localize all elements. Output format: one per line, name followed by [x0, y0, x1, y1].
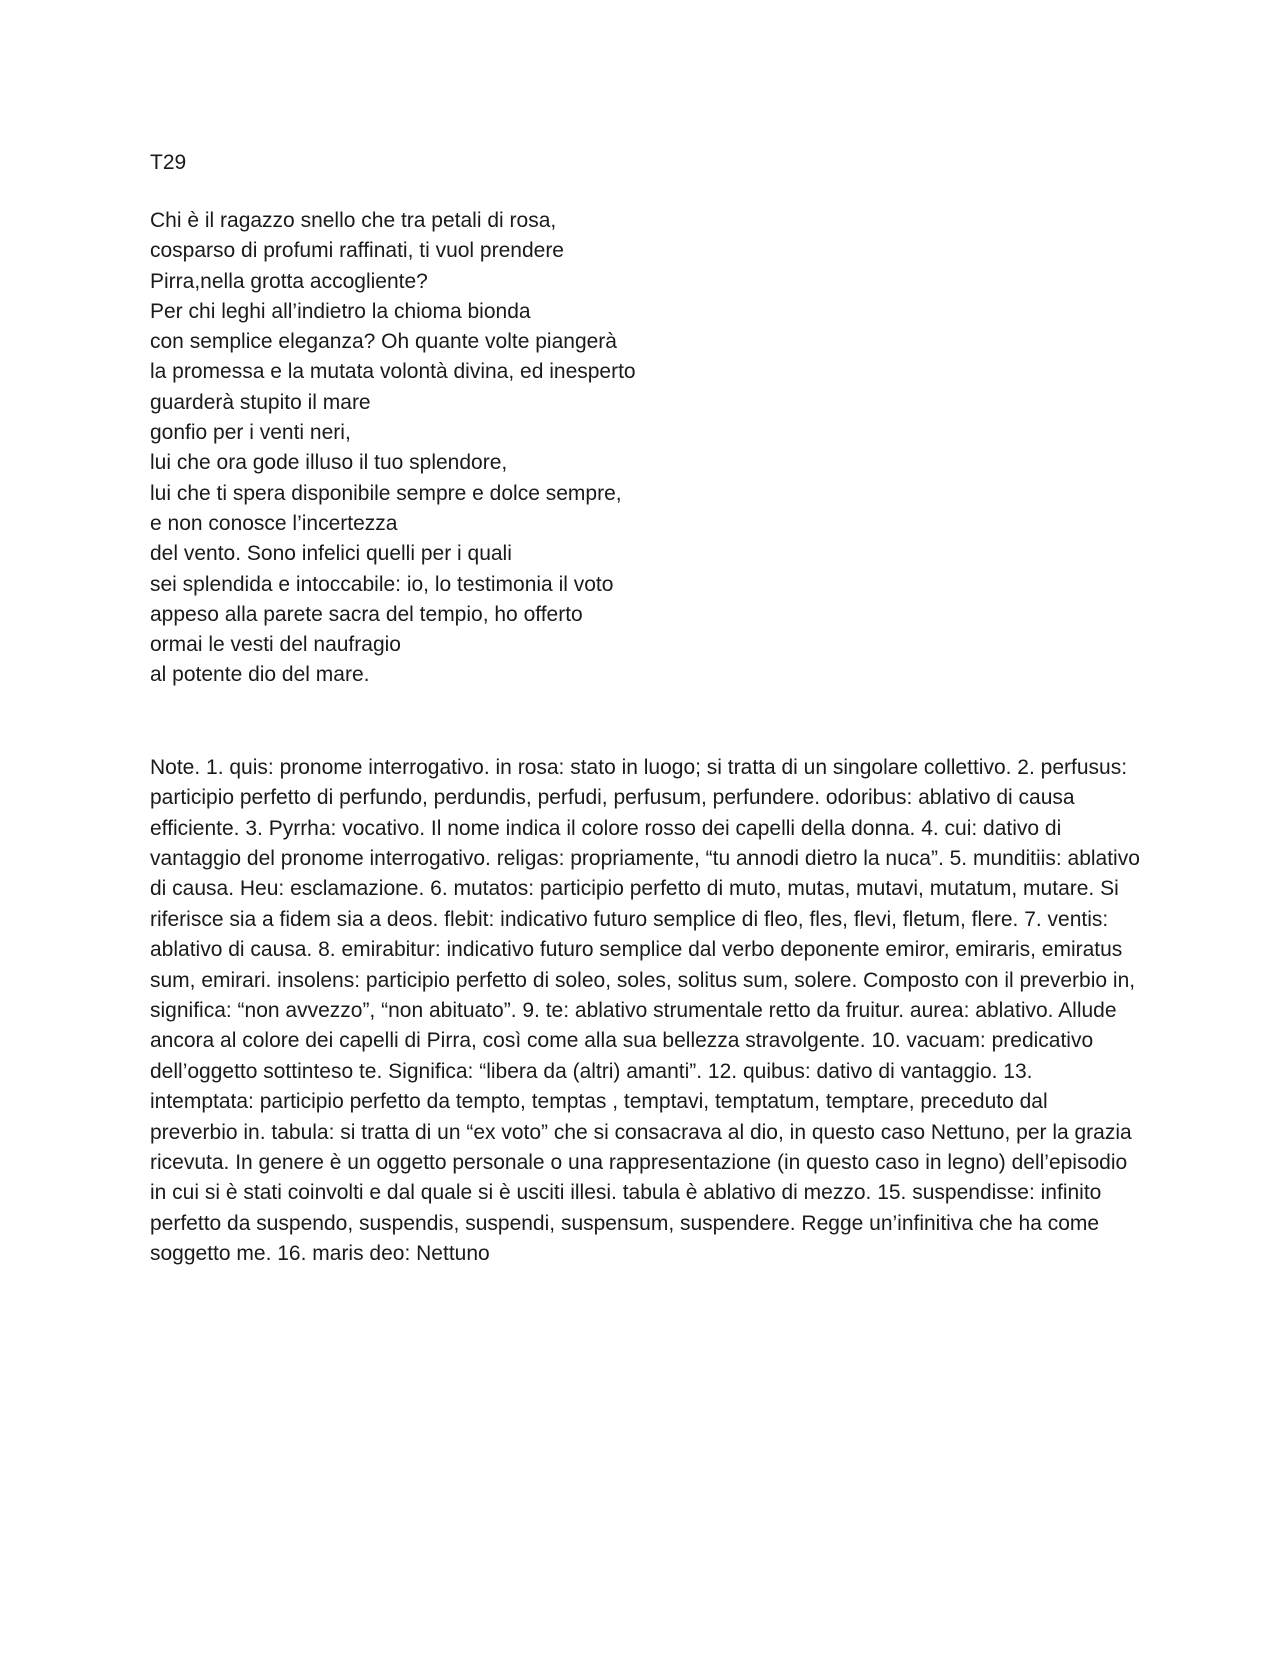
poem-line: gonfio per i venti neri,	[150, 421, 351, 445]
notes-paragraph: Note. 1. quis: pronome interrogativo. in rosa: stato in luogo; si tratta di un singolare collettivo. 2. perfusus: participio perfetto di perfundo, perdundis, perfudi, perfusum, perfundere. odoribus: ablativo di causa efficiente. 3. Pyrrha: vocativo. Il nome indica il colore rosso dei capelli della donna. 4. cui: dativo di vantaggio del pronome interrogativo. religas: propriamente, “tu annodi dietro la nuca”. 5. munditiis: ablativo di causa. Heu: esclamazione. 6. mutatos: participio perfetto di muto, mutas, mutavi, mutatum, mutare. Si riferisce sia a fidem sia a deos. flebit: indicativo futuro semplice di fleo, fles, flevi, fletum, flere. 7. ventis: ablativo di causa. 8. emirabitur: indicativo futuro semplice dal verbo deponente emiror, emiraris, emiratus sum, emirari. insolens: participio perfetto di soleo, soles, solitus sum, solere. Composto con il preverbio in, significa: “non avvezzo”, “non abituato”. 9. te: ablativo strumentale retto da fruitur. aurea: ablativo. Allude ancora al colore dei capelli di Pirra, così come alla sua bellezza stravolgente. 10. vacuam: predicativo dell’oggetto sottinteso te. Significa: “libera da (altri) amanti”. 12. quibus: dativo di vantaggio. 13. intemptata: participio perfetto da tempto, temptas , temptavi, temptatum, temptare, preceduto dal preverbio in. tabula: si tratta di un “ex voto” che si consacrava al dio, in questo caso Nettuno, per la grazia ricevuta. In genere è un oggetto personale o una rappresentazione (in questo caso in legno) dell’episodio in cui si è stati coinvolti e dal quale si è usciti illesi. tabula è ablativo di mezzo. 15. suspendisse: infinito perfetto da suspendo, suspendis, suspendi, suspensum, suspendere. Regge un’infinitiva che ha come soggetto me. 16. maris deo: Nettuno	[150, 755, 1140, 1266]
poem-line: cosparso di profumi raffinati, ti vuol prendere	[150, 239, 564, 263]
poem-line: Chi è il ragazzo snello che tra petali di rosa,	[150, 209, 557, 232]
poem-line: appeso alla parete sacra del tempio, ho offerto	[150, 602, 583, 626]
poem-line: ormai le vesti del naufragio	[150, 633, 401, 657]
poem-line: guarderà stupito il mare	[150, 390, 371, 414]
document-page	[150, 148, 1140, 1270]
poem-line: sei splendida e intoccabile: io, lo testimonia il voto	[150, 572, 614, 596]
poem-line: Pirra,nella grotta accogliente?	[150, 269, 428, 293]
poem-line: con semplice eleganza? Oh quante volte piangerà	[150, 330, 617, 354]
poem-line: la promessa e la mutata volontà divina, ed inesperto	[150, 360, 636, 384]
poem-line: Per chi leghi all’indietro la chioma bionda	[150, 299, 531, 323]
poem-line: al potente dio del mare.	[150, 663, 370, 687]
poem-line: del vento. Sono infelici quelli per i quali	[150, 542, 512, 566]
document-id: T29	[150, 151, 187, 174]
poem-line: lui che ti spera disponibile sempre e dolce sempre,	[150, 481, 622, 505]
poem-line: e non conosce l’incertezza	[150, 511, 398, 535]
poem-line: lui che ora gode illuso il tuo splendore,	[150, 451, 508, 475]
poem-translation	[150, 206, 1140, 691]
